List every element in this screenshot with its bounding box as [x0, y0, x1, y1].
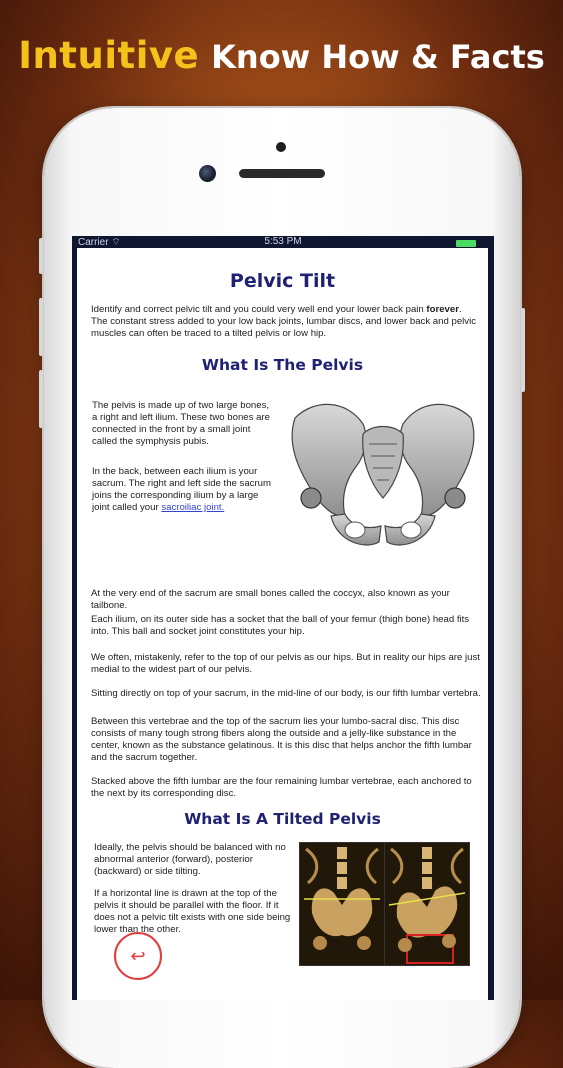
pelvis-paragraph-1: The pelvis is made up of two large bones, a right and left ilium. These two bones are connected in the front by a small joint called the symphysis pubis.: [92, 400, 270, 447]
status-bar: [72, 236, 494, 248]
intro-emphasis: forever: [426, 304, 459, 315]
status-time: 5:53 PM: [264, 236, 302, 247]
pelvis-paragraph-2-text: In the back, between each ilium is your sacrum. The right and left side the sacrum joins the corresponding ilium by a large joint called your: [92, 466, 271, 513]
body-paragraph-5: Between this vertebrae and the top of the sacrum lies your lumbo-sacral disc. This disc consists of many tough strong fibers along the outside and a jelly-like substance in the center, known as the substance gelatinous. It is this disc that helps anchor the fifth lumbar and the sacrum together.: [91, 716, 472, 763]
tilt-paragraph-2: If a horizontal line is drawn at the top of the pelvis it should be parallel with the floor. If it does not a pelvic tilt exists with one side being lower than the other.: [94, 888, 291, 935]
back-button[interactable]: [114, 932, 162, 980]
pelvis-paragraph-2: [92, 466, 274, 514]
xray-image-level-pelvis: [299, 842, 385, 966]
mute-switch: [39, 238, 43, 274]
phone-screen: [72, 236, 494, 1000]
headline-accent: Intuitive: [18, 34, 200, 77]
tilt-paragraph-1: Ideally, the pelvis should be balanced with no abnormal anterior (forward), posterior (backward) or side tilting.: [94, 842, 286, 877]
camera-icon: [199, 165, 216, 182]
body-paragraph-3: We often, mistakenly, refer to the top of our pelvis as our hips. But in reality our hips are just medial to the widest part of our pelvis.: [91, 652, 480, 675]
article-title: Pelvic Tilt: [229, 270, 336, 292]
wifi-icon: ⌔: [111, 237, 121, 248]
section-title-pelvis: What Is The Pelvis: [201, 356, 364, 374]
earpiece-speaker: [239, 169, 325, 178]
battery-icon: [456, 240, 476, 247]
sacroiliac-joint-link[interactable]: sacroiliac joint.: [161, 502, 225, 513]
intro-paragraph: [91, 304, 479, 340]
volume-down-button: [39, 370, 43, 428]
intro-text: Identify and correct pelvic tilt and you could very well end your lower back pain: [91, 304, 427, 315]
carrier-text: Carrier: [78, 237, 109, 248]
headline-main: Know How & Facts: [211, 38, 545, 76]
volume-up-button: [39, 298, 43, 356]
back-arrow-icon: ↩: [130, 946, 146, 966]
body-paragraph-6: Stacked above the fifth lumbar are the four remaining lumbar vertebrae, each anchored to the next by its corresponding disc.: [91, 776, 472, 799]
body-paragraph-2: Each ilium, on its outer side has a socket that the ball of your femur (thigh bone) head fits into. This ball and socket joint constitutes your hip.: [91, 614, 470, 637]
pelvis-illustration: [285, 394, 481, 556]
body-paragraph-4: Sitting directly on top of your sacrum, in the mid-line of our body, is our fifth lumbar vertebra.: [91, 688, 481, 699]
proximity-sensor: [276, 142, 286, 152]
promo-headline: [0, 34, 563, 77]
power-button: [521, 308, 525, 392]
article-page: [77, 248, 488, 1000]
body-paragraph-1: At the very end of the sacrum are small bones called the coccyx, also known as your tailbone.: [91, 588, 450, 611]
xray-image-tilted-pelvis: [384, 842, 470, 966]
intro-text-end: . The constant stress added to your low back joints, lumbar discs, and lower back and pelvic muscles can often be traced to a tilted pelvis or low hip.: [91, 304, 477, 339]
section-title-tilted-pelvis: What Is A Tilted Pelvis: [184, 810, 381, 828]
